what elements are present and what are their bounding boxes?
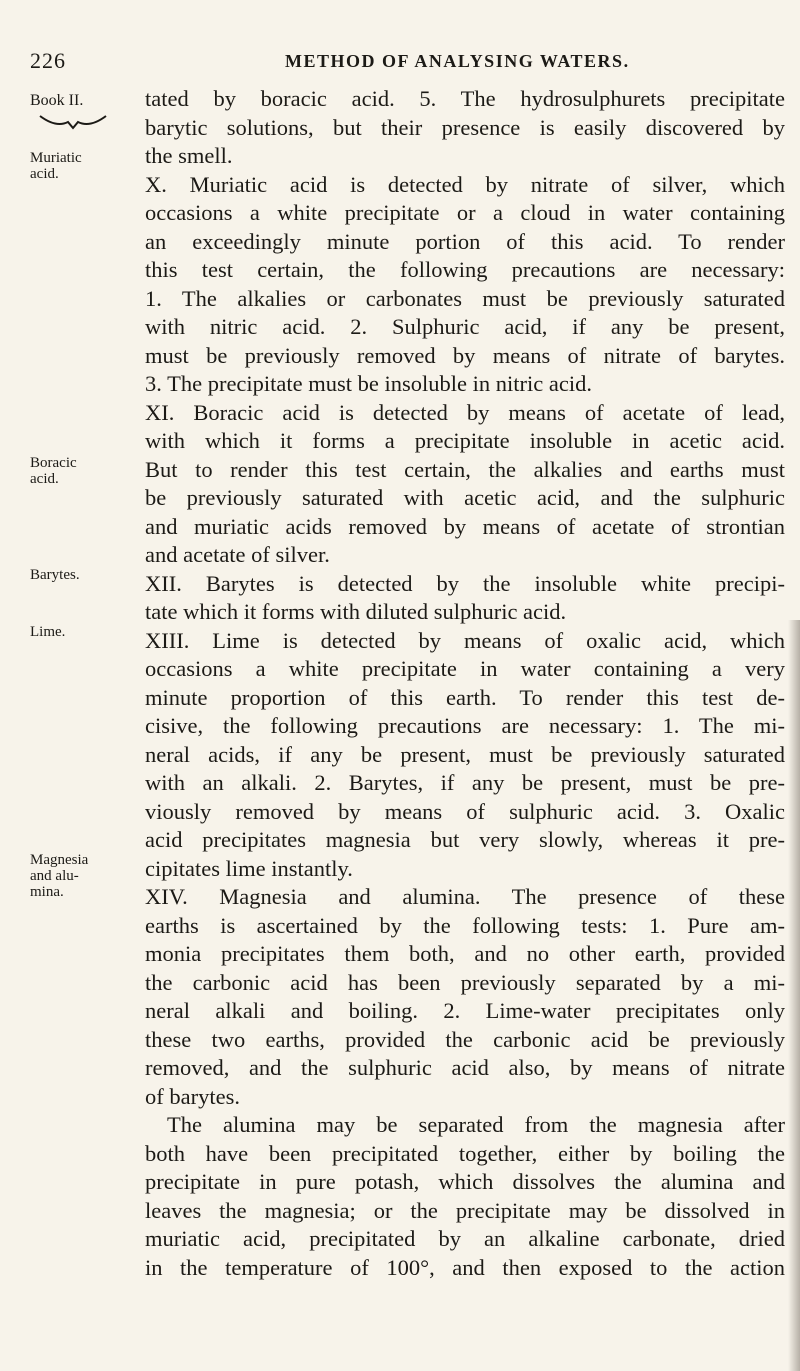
book-label: Book II. [30,92,84,109]
text-line: XIV. Magnesia and alumina. The presence of these [145,884,785,909]
page-number: 226 [30,48,66,73]
margin-note-muriatic [30,150,134,182]
text-line: barytic solutions, but their presence is easily discovered by [145,114,785,140]
margin-note-line: Lime. [30,624,66,640]
text-line: viously removed by means of sulphuric acid. 3. Oxalic [145,798,785,824]
text-line: monia precipitates them both, and no other earth, provided [145,941,785,966]
text-line: occasions a white precipitate in water containing a very [145,656,785,681]
text-line: must be previously removed by means of nitrate of barytes. [145,342,785,368]
text-line: minute proportion of this earth. To render this test de- [145,684,785,710]
text-line: tate which it forms with diluted sulphuric acid. [145,599,567,624]
text-line: with which it forms a precipitate insoluble in acetic acid. [145,428,785,453]
text-line: an exceedingly minute portion of this acid. To render [145,228,785,254]
text-line: precipitate in pure potash, which dissolves the alumina and [145,1169,785,1194]
margin-note-boracic [30,455,134,487]
text-line: neral acids, if any be present, must be previously saturated [145,741,785,767]
text-line: 1. The alkalies or carbonates must be previously saturated [145,285,785,311]
text-line: and muriatic acids removed by means of acetate of strontian [145,513,785,539]
text-line: XI. Boracic acid is detected by means of acetate of lead, [145,399,785,425]
text-line: the smell. [145,143,233,168]
book-swash-ornament [38,112,108,130]
margin-note-magnesia [30,852,134,900]
margin-note-barytes [30,567,134,583]
text-line: But to render this test certain, the alkalies and earths must [145,456,785,482]
text-line: leaves the magnesia; or the precipitate may be dissolved in [145,1197,785,1223]
margin-note-line: Magnesia [30,852,89,868]
text-line: this test certain, the following precautions are necessary: [145,257,785,282]
text-line: neral alkali and boiling. 2. Lime-water precipitates only [145,998,785,1023]
text-line: the carbonic acid has been previously separated by a mi- [145,969,785,995]
margin-note-line: Barytes. [30,567,80,583]
text-line: 3. The precipitate must be insoluble in nitric acid. [145,371,592,396]
text-line: XIII. Lime is detected by means of oxalic acid, which [145,627,785,653]
text-line: in the temperature of 100°, and then exposed to the action [145,1254,785,1280]
text-line: cisive, the following precautions are necessary: 1. The mi- [145,713,785,738]
margin-note-line: Muriatic [30,150,82,166]
running-head: METHOD OF ANALYSING WATERS. [285,51,630,71]
text-line: XII. Barytes is detected by the insoluble white precipi- [145,570,785,596]
text-line: be previously saturated with acetic acid, and the sulphuric [145,485,785,510]
text-line: removed, and the sulphuric acid also, by means of nitrate [145,1055,785,1080]
text-line: these two earths, provided the carbonic acid be previously [145,1026,785,1052]
text-line: with nitric acid. 2. Sulphuric acid, if any be present, [145,314,785,339]
margin-note-line: acid. [30,471,59,487]
text-line: earths is ascertained by the following tests: 1. Pure am- [145,912,785,938]
text-line: muriatic acid, precipitated by an alkaline carbonate, dried [145,1226,785,1251]
margin-note-line: acid. [30,166,59,182]
text-line: acid precipitates magnesia but very slowly, whereas it pre- [145,827,785,852]
margin-note-line: mina. [30,884,64,900]
margin-note-lime [30,624,134,640]
margin-note-line: Boracic [30,455,77,471]
page-header [30,48,770,78]
text-line: both have been precipitated together, either by boiling the [145,1140,785,1166]
page-edge-shadow [788,620,800,1371]
margin-note-line: and alu- [30,868,79,884]
text-line: with an alkali. 2. Barytes, if any be present, must be pre- [145,770,785,795]
text-line: and acetate of silver. [145,542,330,567]
text-line: X. Muriatic acid is detected by nitrate of silver, which [145,171,785,197]
text-line: The alumina may be separated from the magnesia after [167,1112,785,1137]
text-line: of barytes. [145,1083,240,1109]
text-line: tated by boracic acid. 5. The hydrosulphurets precipitate [145,86,785,111]
text-line: occasions a white precipitate or a cloud in water containing [145,200,785,225]
text-line: cipitates lime instantly. [145,855,353,881]
